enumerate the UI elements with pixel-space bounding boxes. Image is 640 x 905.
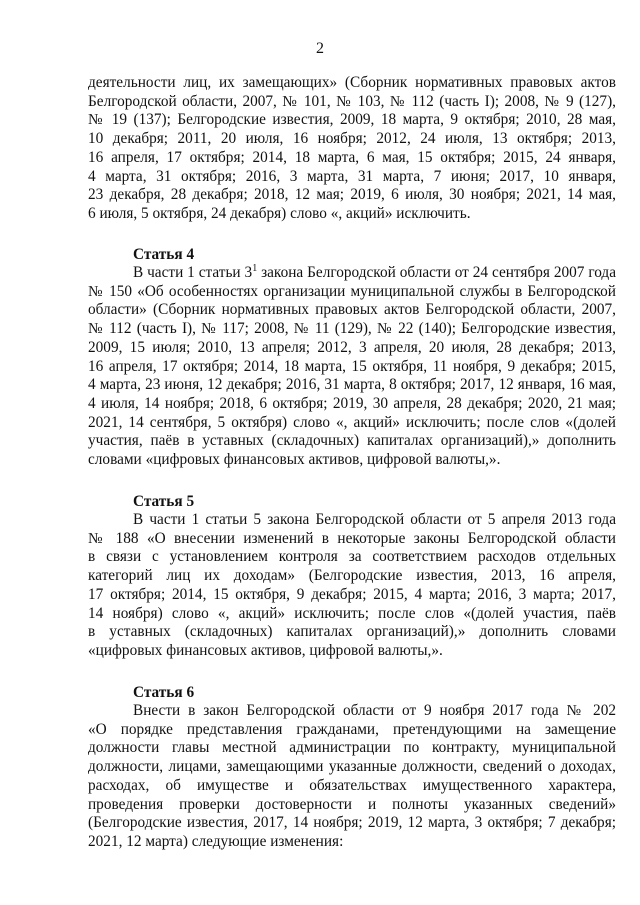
intro-paragraph <box>88 74 616 224</box>
text-line: 4 марта, 23 июня, 12 декабря; 2016, 31 марта, 8 октября; 2017, 12 января, 16 мая, <box>88 376 616 394</box>
article-6-heading: Статья 6 <box>133 684 195 701</box>
text-line: «цифровых финансовых активов, цифровой валюты,». <box>88 641 443 659</box>
text-line: должности главы местной администрации по контракту, муниципальной <box>88 739 616 757</box>
text-line: 17 октября; 2014, 15 октября, 9 декабря; 2015, 4 марта; 2016, 3 марта; 2017, <box>88 585 616 603</box>
article-5-paragraph <box>88 511 616 661</box>
article-4-paragraph <box>88 264 616 470</box>
text-line: 14 ноября) слово «, акций» исключить; после слов «(долей участия, паёв <box>88 604 616 622</box>
text-line: 16 апреля, 17 октября; 2014, 18 марта, 6 мая, 15 октября; 2015, 24 января, <box>88 148 616 166</box>
text-line: № 112 (часть I), № 117; 2008, № 11 (129), № 22 (140); Белгородские известия, <box>88 320 616 338</box>
text-line: 16 апреля, 17 октября; 2014, 18 марта, 15 октября, 11 ноября, 9 декабря; 2015, <box>88 357 616 375</box>
text-line: деятельности лиц, их замещающих» (Сборник нормативных правовых актов <box>88 74 616 91</box>
text-line: «О порядке представления гражданами, претендующими на замещение <box>88 720 616 738</box>
text-line: В части 1 статьи 5 закона Белгородской области от 5 апреля 2013 года <box>133 511 616 528</box>
text-line <box>88 264 616 283</box>
text-line: (Белгородские известия, 2017, 14 ноября; 2019, 12 марта, 3 октября; 7 декабря; <box>88 814 616 832</box>
text-line: 2009, 15 июля; 2010, 13 апреля; 2012, 3 апреля, 20 июля, 28 декабря; 2013, <box>88 338 616 356</box>
superscript: 1 <box>252 263 258 274</box>
text-line: должности, лицами, замещающими указанные должности, сведений о доходах, <box>88 758 616 776</box>
page-number: 2 <box>316 40 324 57</box>
text-fragment: В части 1 статьи 3 <box>133 264 253 281</box>
text-line: в связи с установлением контроля за соответствием расходов отдельных <box>88 548 616 566</box>
text-line: категорий лиц их доходам» (Белгородские известия, 2013, 16 апреля, <box>88 567 616 585</box>
text-line: Белгородской области, 2007, № 101, № 103, № 112 (часть I); 2008, № 9 (127), <box>88 92 616 110</box>
text-line: расходах, об имуществе и обязательствах имущественного характера, <box>88 776 616 794</box>
text-line: 4 июля, 14 ноября; 2018, 6 октября; 2019, 30 апреля, 28 декабря; 2020, 21 мая; <box>88 394 616 412</box>
text-fragment: закона Белгородской области от 24 сентября 2007 года <box>257 264 617 281</box>
text-line: № 150 «Об особенностях организации муниципальной службы в Белгородской <box>88 282 616 300</box>
text-line: № 188 «О внесении изменений в некоторые законы Белгородской области <box>88 529 616 547</box>
article-5-heading: Статья 5 <box>133 493 195 510</box>
text-line: 2021, 12 марта) следующие изменения: <box>88 832 344 850</box>
text-line: участия, паёв в уставных (складочных) капиталах организаций),» дополнить <box>88 432 616 450</box>
text-line: в уставных (складочных) капиталах организаций),» дополнить словами <box>88 623 616 641</box>
text-line: 10 декабря; 2011, 20 июля, 16 ноября; 2012, 24 июля, 13 октября; 2013, <box>88 130 616 148</box>
article-6-paragraph <box>88 702 616 852</box>
article-4-heading: Статья 4 <box>133 246 195 263</box>
text-line: словами «цифровых финансовых активов, цифровой валюты,». <box>88 451 501 469</box>
text-line: 6 июля, 5 октября, 24 декабря) слово «, акций» исключить. <box>88 204 471 222</box>
text-line: проведения проверки достоверности и полноты указанных сведений» <box>88 795 616 813</box>
text-line: 2021, 14 сентября, 5 октября) слово «, акций» исключить; после слов «(долей <box>88 413 616 431</box>
text-line: области» (Сборник нормативных правовых актов Белгородской области, 2007, <box>88 301 616 319</box>
text-line: № 19 (137); Белгородские известия, 2009, 18 марта, 9 октября; 2010, 28 мая, <box>88 111 616 129</box>
text-line: 23 декабря, 28 декабря; 2018, 12 мая; 2019, 6 июля, 30 ноября; 2021, 14 мая, <box>88 186 616 204</box>
text-line: 4 марта, 31 октября; 2016, 3 марта, 31 марта, 7 июня; 2017, 10 января, <box>88 167 616 185</box>
text-line: Внести в закон Белгородской области от 9 ноября 2017 года № 202 <box>133 702 616 719</box>
